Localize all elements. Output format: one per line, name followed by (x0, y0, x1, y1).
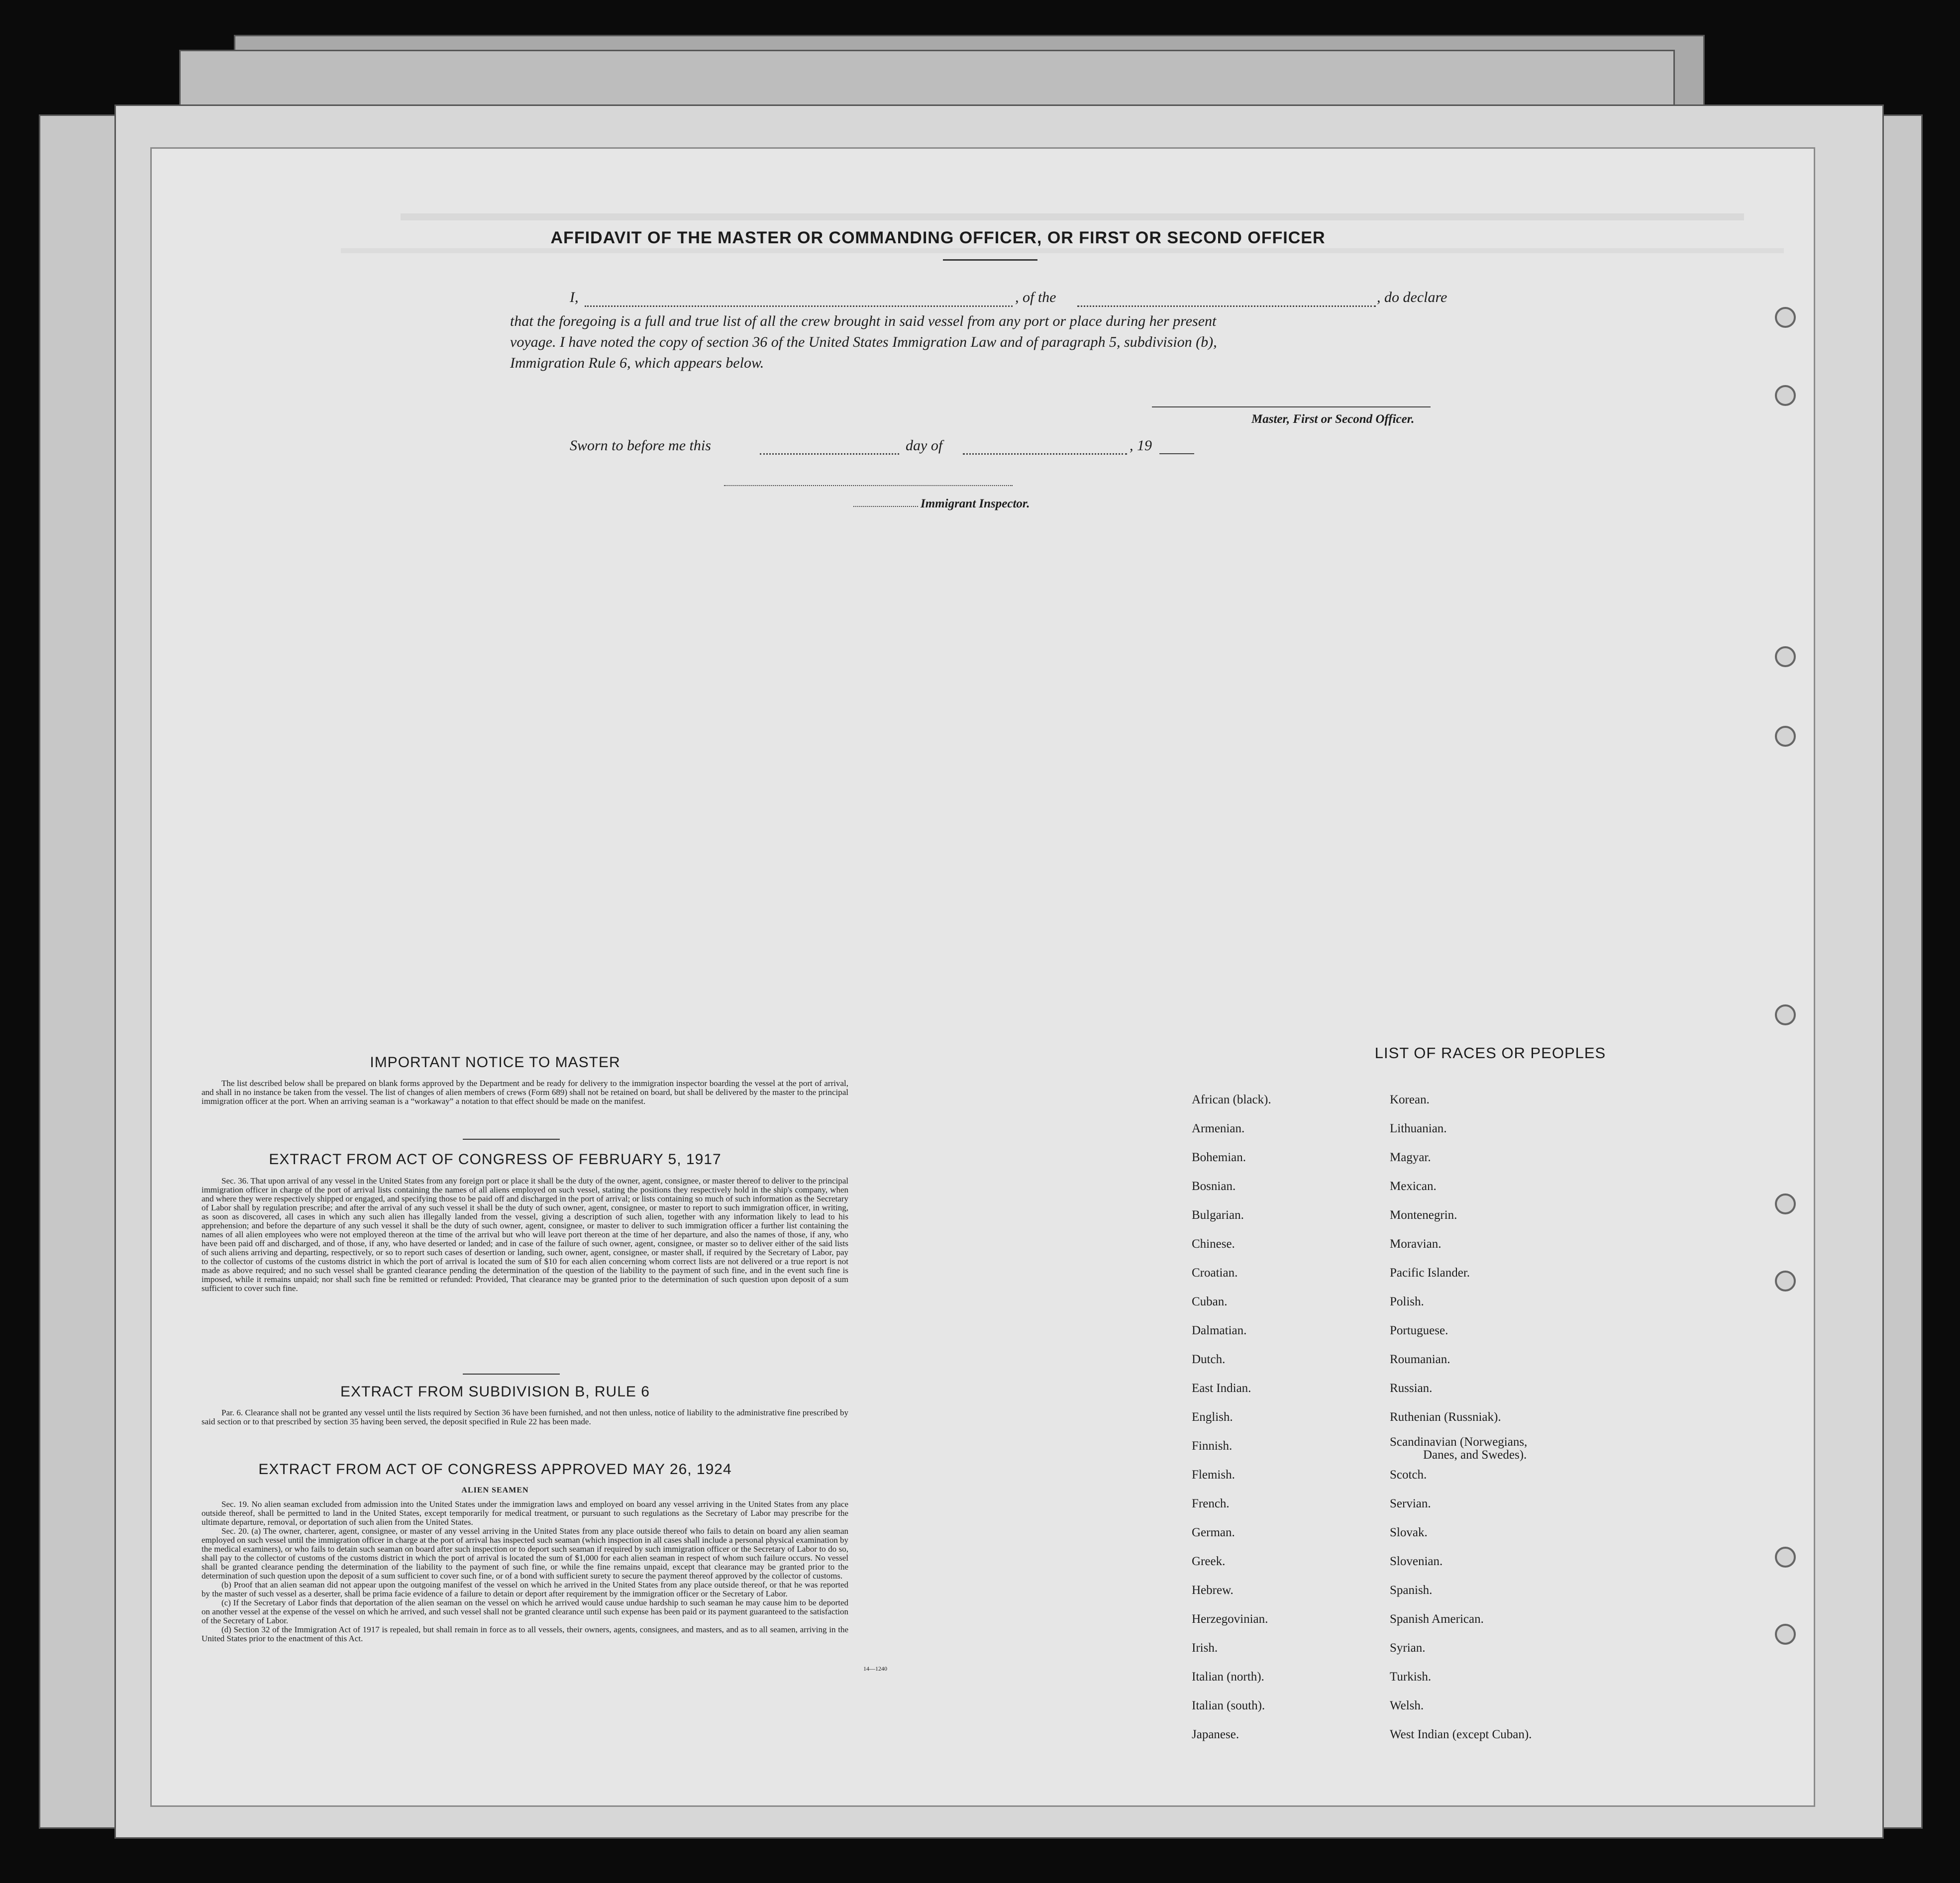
race-item: West Indian (except Cuban). (1390, 1728, 1532, 1741)
race-item: African (black). (1192, 1093, 1271, 1106)
race-item: Dutch. (1192, 1353, 1226, 1366)
race-item: Magyar. (1390, 1151, 1431, 1164)
race-item: Slovak. (1390, 1526, 1428, 1539)
extract-1917-title: EXTRACT FROM ACT OF CONGRESS OF FEBRUARY 5, 1917 (269, 1151, 722, 1168)
section-36-paragraph: Sec. 36. That upon arrival of any vessel in the United States from any foreign port or place it shall be the duty of the owner, agent, consignee, or master thereof to deliver to the principal immigration officer in charge of the port of arrival lists containing the names of all aliens employed on such vessel, stating the positions they respectively hold in the ship's company, when and where they were respectively shipped or engaged, and specifying those to be paid off and discharged in the port of arrival; or lists containing so much of such information as the Secretary of Labor shall by regulation prescribe; and after the arrival of any such vessel it shall be the duty of such owner, agent, consignee, or master to report to such immigration officer, in writing, as soon as discovered, all cases in which any such alien has illegally landed from the vessel, giving a description of such alien, together with any information likely to lead to his apprehension; and before the departure of any such vessel it shall be the duty of such owner, agent, consignee, or master to deliver to such immigration officer a further list containing the names of all alien employees who were not employed thereon at the time of the arrival but who will leave port thereon at the time of her departure, and also the names of those, if any, who have been paid off and discharged, and of those, if any, who have deserted or landed; and in case of the failure of such owner, agent, consignee, or master so to deliver either of the said lists of such aliens arriving and departing, respectively, or so to report such cases of desertion or landing, such owner, agent, consignee, or master shall, if required by the Secretary of Labor, pay to the collector of customs of the customs district in which the port of arrival is located the sum of $10 for each alien concerning whom correct lists are not delivered or a true report is not made as above required; and no such vessel shall be granted clearance pending the determination of the question of the liability to the payment of such fine, and in the event such fine is imposed, while it remains unpaid; nor shall such fine be remitted or refunded: Provided, That clearance may be granted prior to the determination of such question upon deposit of a sum sufficient to cover such fine. (202, 1176, 848, 1293)
race-item: Dalmatian. (1192, 1324, 1247, 1337)
race-item: Welsh. (1390, 1699, 1424, 1712)
sworn-day-blank[interactable] (760, 453, 899, 455)
notice-paragraph: The list described below shall be prepared on blank forms approved by the Department and be ready for delivery to the immigration inspector boarding the vessel at the port of arrival, and shall in no instance be taken from the vessel. The list of changes of alien members of crews (Form 689) shall not be retained on board, but shall be delivered by the master to the principal immigration officer at the port. When an arriving seaman is a “workaway” a notation to that effect should be made on the manifest. (202, 1079, 848, 1106)
inspector-label: Immigrant Inspector. (921, 497, 1030, 510)
race-item: Polish. (1390, 1295, 1424, 1308)
race-item: Lithuanian. (1390, 1122, 1447, 1135)
race-item: Flemish. (1192, 1468, 1235, 1482)
race-item: Herzegovinian. (1192, 1612, 1268, 1626)
sec-20d-paragraph: (d) Section 32 of the Immigration Act of 1917 is repealed, but shall remain in force as to all vessels, their owners, agents, consignees, and masters, and as to all seamen, arriving in the United States prior to the enactment of this Act. (202, 1625, 848, 1643)
race-item: Scotch. (1390, 1468, 1427, 1482)
race-item: German. (1192, 1526, 1235, 1539)
race-item: Scandinavian (Norwegians, (1390, 1435, 1528, 1449)
punch-hole (1775, 646, 1796, 667)
sec-19-paragraph: Sec. 19. No alien seaman excluded from admission into the United States under the immigration laws and employed on board any vessel arriving in the United States from any place outside thereof, shall be permitted to land in the United States, except temporarily for medical treatment, or pursuant to such regulations as the Secretary of Labor may prescribe for the ultimate departure, removal, or deportation of such alien from the United States. (202, 1499, 848, 1527)
race-item: Bosnian. (1192, 1180, 1236, 1193)
race-item: Italian (north). (1192, 1670, 1264, 1684)
notice-text (202, 1079, 848, 1106)
race-item: Greek. (1192, 1555, 1226, 1568)
race-item: Armenian. (1192, 1122, 1245, 1135)
vessel-blank[interactable] (1077, 305, 1376, 307)
race-item: Hebrew. (1192, 1584, 1234, 1597)
section-divider (463, 1139, 560, 1140)
master-signature-label: Master, First or Second Officer. (1251, 412, 1415, 426)
race-item: Ruthenian (Russniak). (1390, 1410, 1501, 1424)
year-label: , 19 (1130, 437, 1152, 454)
sworn-month-blank[interactable] (963, 453, 1127, 455)
race-item: Moravian. (1390, 1237, 1442, 1251)
race-item: Spanish. (1390, 1584, 1433, 1597)
race-item: Pacific Islander. (1390, 1266, 1470, 1280)
form-number: 14—1240 (863, 1665, 887, 1672)
race-item: Slovenian. (1390, 1555, 1443, 1568)
section-divider (463, 1374, 560, 1375)
rule-6-title: EXTRACT FROM SUBDIVISION B, RULE 6 (340, 1384, 650, 1400)
race-item-continued: Danes, and Swedes). (1423, 1448, 1527, 1462)
race-item: English. (1192, 1410, 1233, 1424)
race-item: Bulgarian. (1192, 1208, 1244, 1222)
race-item: Mexican. (1390, 1180, 1437, 1193)
sworn-label: Sworn to before me this (570, 437, 711, 454)
affidavit-i: I, (570, 289, 579, 305)
day-of-label: day of (906, 437, 943, 454)
title-divider (943, 259, 1037, 261)
punch-hole (1775, 1271, 1796, 1291)
race-item: Roumanian. (1390, 1353, 1450, 1366)
extract-1924-title: EXTRACT FROM ACT OF CONGRESS APPROVED MAY 26, 1924 (258, 1461, 732, 1478)
master-signature-line[interactable] (1152, 406, 1431, 407)
bleed-through-heading (401, 213, 1744, 220)
notice-title: IMPORTANT NOTICE TO MASTER (370, 1054, 620, 1071)
year-blank[interactable] (1159, 453, 1194, 454)
sec-20a-paragraph: Sec. 20. (a) The owner, charterer, agent, consignee, or master of any vessel arriving in the United States from any place outside thereof who fails to detain on board any alien seaman employed on such vessel until the immigration officer in charge at the port of arrival has inspected such seaman (which inspection in all cases shall include a personal physical examination by the medical examiners), or who fails to detain such seaman on board after such inspection or to deport such seaman if required by such immigration officer or the Secretary of Labor to do so, shall pay to the collector of customs of the customs district in which the port of arrival is located the sum of $1,000 for each alien seaman in respect of whom such failure occurs. No vessel shall be granted clearance pending the determination of the liability to the payment of such fine, or while the fine remains unpaid, except that clearance may be granted prior to the determination of such question upon the deposit of a sum sufficient to cover such fine, or of a bond with sufficient surety to secure the payment thereof approved by the collector of customs. (202, 1526, 848, 1581)
par-6-paragraph: Par. 6. Clearance shall not be granted any vessel until the lists required by Section 36 have been furnished, and not then unless, notice of liability to the administrative fine prescribed by said section or to that prescribed by section 35 having been served, the deposit specified in Rule 22 has been made. (202, 1408, 848, 1426)
name-blank[interactable] (585, 305, 1013, 307)
race-item: Turkish. (1390, 1670, 1432, 1684)
sec-20b-paragraph: (b) Proof that an alien seaman did not appear upon the outgoing manifest of the vessel on which he arrived in the United States from any place outside thereof, or that he was reported by the master of such vessel as a deserter, shall be prima facie evidence of a failure to detain or deport after requirement by the immigration officer or the Secretary of Labor. (202, 1580, 848, 1598)
affidavit-line-3: Immigration Rule 6, which appears below. (510, 355, 764, 371)
race-item: Cuban. (1192, 1295, 1228, 1308)
race-item: East Indian. (1192, 1382, 1251, 1395)
race-item: Italian (south). (1192, 1699, 1265, 1712)
sec-20c-paragraph: (c) If the Secretary of Labor finds that deportation of the alien seaman on the vessel on which he arrived would cause undue hardship to such seaman he may cause him to be deported on another vessel at the expense of the vessel on which he arrived, and such vessel shall not be granted clearance until such expense has been paid or its payment guaranteed to the satisfaction of the Secretary of Labor. (202, 1598, 848, 1625)
race-item: Irish. (1192, 1641, 1218, 1655)
bleed-through-line (341, 248, 1784, 253)
affidavit-line-2: voyage. I have noted the copy of section 36 of the United States Immigration Law and of paragraph 5, subdivision (b), (510, 334, 1217, 350)
affidavit-form-page (150, 147, 1815, 1807)
affidavit-do-declare: , do declare (1377, 289, 1447, 305)
race-item: Japanese. (1192, 1728, 1239, 1741)
race-item: Bohemian. (1192, 1151, 1246, 1164)
race-item: Croatian. (1192, 1266, 1238, 1280)
races-title: LIST OF RACES OR PEOPLES (1374, 1044, 1606, 1062)
rule-6-text (202, 1408, 848, 1426)
punch-hole (1775, 307, 1796, 328)
affidavit-line-1: that the foregoing is a full and true list of all the crew brought in said vessel from any port or place during her present (510, 313, 1217, 329)
punch-hole (1775, 1624, 1796, 1645)
affidavit-of-the: , of the (1015, 289, 1056, 305)
race-item: Chinese. (1192, 1237, 1235, 1251)
race-item: Korean. (1390, 1093, 1430, 1106)
punch-hole (1775, 1004, 1796, 1025)
inspector-signature-line[interactable] (724, 485, 1013, 486)
race-item: Spanish American. (1390, 1612, 1484, 1626)
punch-hole (1775, 1193, 1796, 1214)
alien-seamen-subtitle: ALIEN SEAMEN (461, 1486, 529, 1494)
race-item: Portuguese. (1390, 1324, 1448, 1337)
race-item: Finnish. (1192, 1439, 1233, 1453)
inspector-dotted-prefix (853, 506, 918, 507)
extract-1917-text (202, 1177, 848, 1293)
race-item: French. (1192, 1497, 1230, 1510)
race-item: Servian. (1390, 1497, 1431, 1510)
punch-hole (1775, 385, 1796, 406)
affidavit-title: AFFIDAVIT OF THE MASTER OR COMMANDING OFFICER, OR FIRST OR SECOND OFFICER (550, 228, 1326, 247)
race-item: Syrian. (1390, 1641, 1426, 1655)
extract-1924-text (202, 1500, 848, 1643)
punch-hole (1775, 726, 1796, 747)
race-item: Russian. (1390, 1382, 1433, 1395)
race-item: Montenegrin. (1390, 1208, 1457, 1222)
punch-hole (1775, 1547, 1796, 1568)
